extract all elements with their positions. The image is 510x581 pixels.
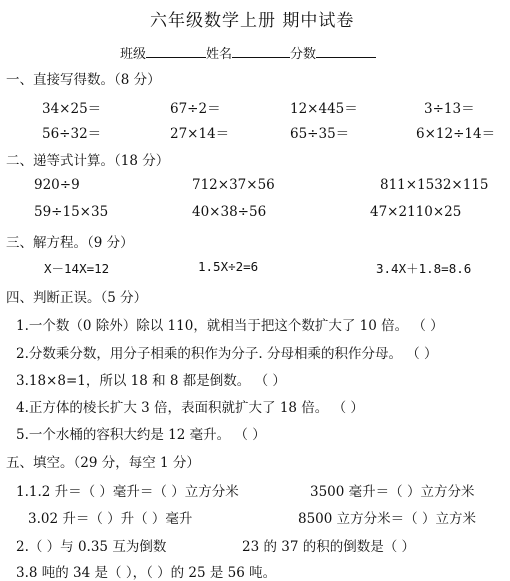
fill-blank-item: 3.02 升＝（ ）升（ ）毫升 [28,511,193,527]
score-label: 分数 [290,47,317,62]
fill-blank-item: 3500 毫升＝（ ）立方分米 [310,484,475,500]
equation: 3.4X＋1.8=8.6 [376,261,472,276]
problem: 56÷32＝ [42,126,102,142]
problem: 920÷9 [34,177,80,193]
problem: 34×25＝ [42,101,102,117]
judgment-item: 2.分数乘分数，用分子相乘的积作为分子. 分母相乘的积作分母。 （ ） [16,346,438,362]
page-title: 六年级数学上册 期中试卷 [150,11,355,31]
problem: 712×37×56 [192,177,275,193]
problem: 67÷2＝ [170,101,221,117]
name-label: 姓名 [206,47,233,62]
problem: 3÷13＝ [424,101,475,117]
fill-blank-item: 8500 立方分米＝（ ）立方米 [298,511,476,527]
equation: X－14X=12 [44,261,110,276]
class-label: 班级 [120,47,147,62]
problem: 47×2110×25 [370,204,462,220]
fill-blank-item: 3.8 吨的 34 是（ ），（ ）的 25 是 56 吨。 [16,565,277,581]
score-blank[interactable] [316,44,376,58]
problem: 59÷15×35 [34,204,109,220]
class-blank[interactable] [146,44,206,58]
section-heading-4: 四、判断正误。（5 分） [6,290,148,306]
judgment-item: 1.一个数（0 除外）除以 110，就相当于把这个数扩大了 10 倍。 （ ） [16,318,444,334]
section-heading-5: 五、填空。（29 分，每空 1 分） [6,455,200,471]
problem: 27×14＝ [170,126,230,142]
fill-blank-item: 1.1.2 升＝（ ）毫升＝（ ）立方分米 [16,484,239,500]
equation: 1.5X÷2=6 [198,259,259,274]
name-blank[interactable] [232,44,290,58]
problem: 40×38÷56 [192,204,267,220]
fill-blank-item: 23 的 37 的积的倒数是（ ） [242,539,416,555]
problem: 12×445＝ [290,101,358,117]
section-heading-2: 二、递等式计算。（18 分） [6,153,170,169]
section-heading-3: 三、解方程。（9 分） [6,235,134,251]
judgment-item: 4.正方体的棱长扩大 3 倍，表面积就扩大了 18 倍。 （ ） [16,400,364,416]
problem: 65÷35＝ [290,126,350,142]
judgment-item: 5.一个水桶的容积大约是 12 毫升。 （ ） [16,427,266,443]
fill-blank-item: 2.（ ）与 0.35 互为倒数 [16,539,167,555]
problem: 811×1532×115 [380,177,489,193]
section-heading-1: 一、直接写得数。（8 分） [6,72,161,88]
problem: 6×12÷14＝ [416,126,496,142]
judgment-item: 3.18×8=1，所以 18 和 8 都是倒数。 （ ） [16,373,286,389]
student-info-line [120,43,376,62]
